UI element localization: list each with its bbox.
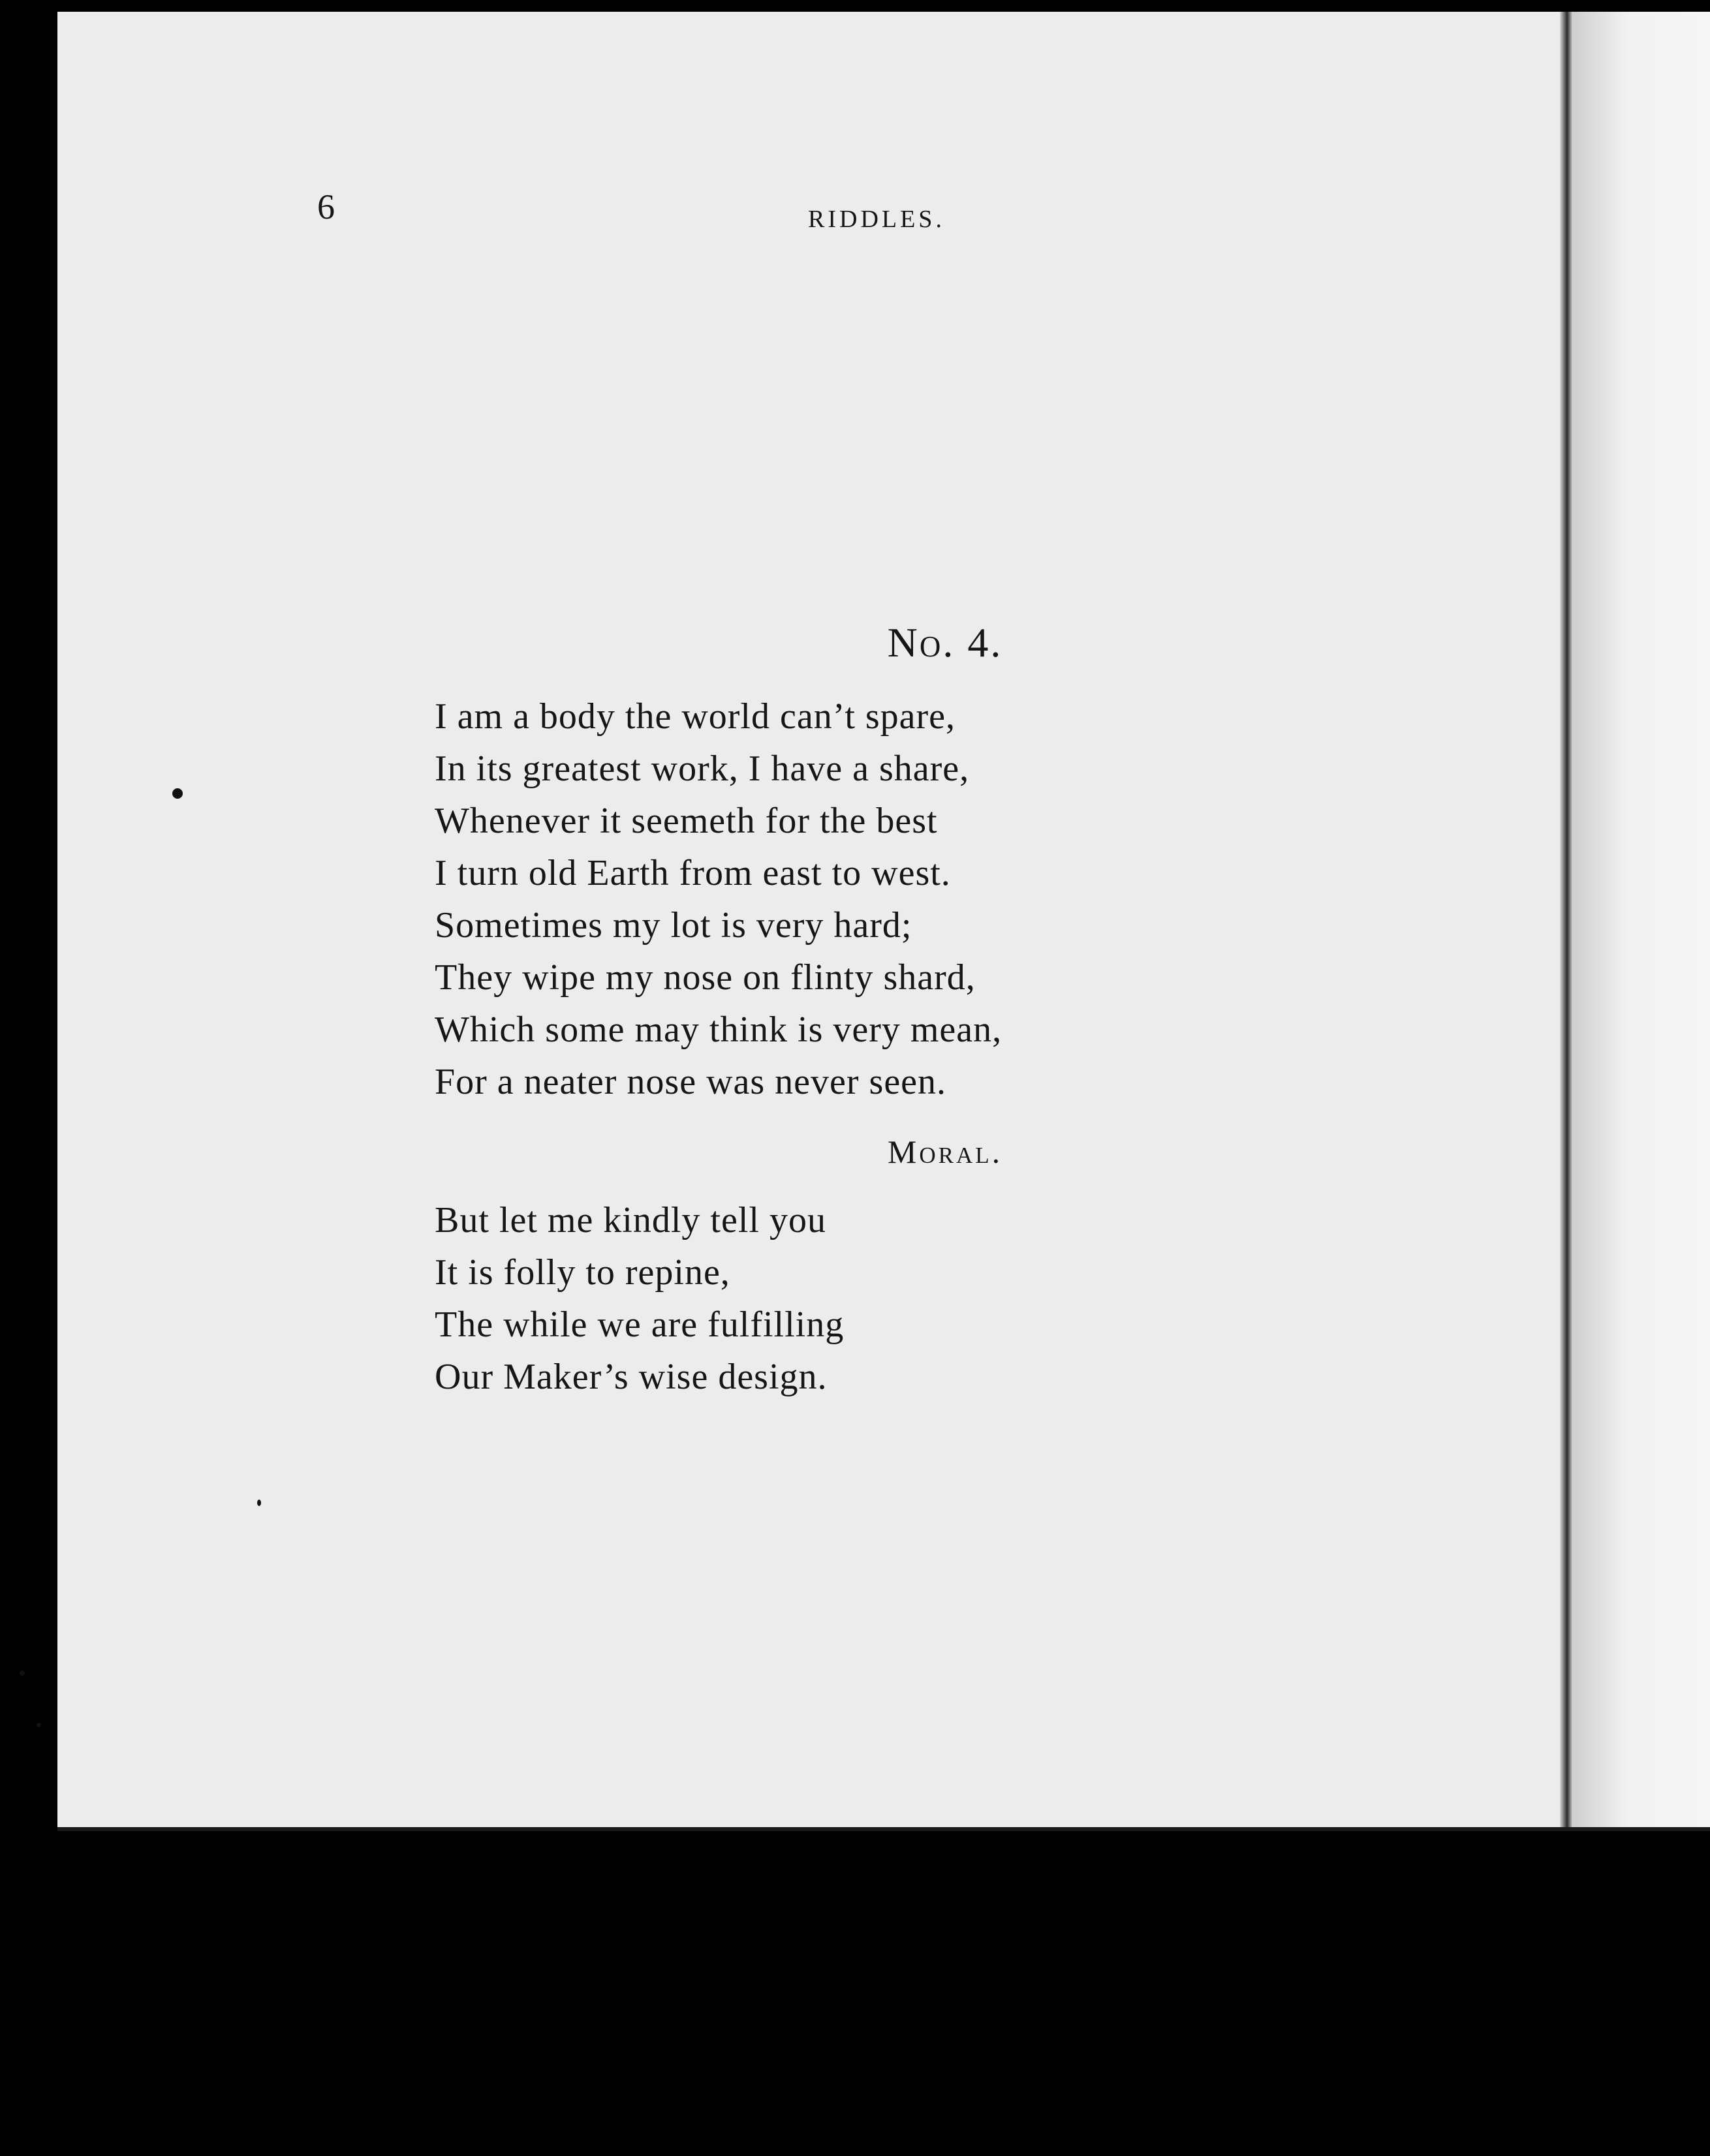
verse-line: Our Maker’s wise design.: [435, 1357, 828, 1397]
running-title: RIDDLES.: [808, 206, 945, 233]
book-page: [57, 12, 1710, 1827]
page-bottom-edge: [57, 1827, 1710, 1831]
verse-line: Sometimes my lot is very hard;: [435, 905, 912, 946]
riddle-verse: [435, 690, 1218, 1108]
verse-line: I am a body the world can’t spare,: [435, 696, 956, 737]
ink-speck: [20, 1671, 25, 1676]
ink-speck: [172, 788, 183, 799]
verse-line: I turn old Earth from east to west.: [435, 853, 951, 893]
verse-line: It is folly to repine,: [435, 1252, 730, 1293]
verse-line: In its greatest work, I have a share,: [435, 748, 970, 789]
facing-page-edge: [1573, 12, 1710, 1827]
ink-speck: [257, 1500, 261, 1506]
verse-line: They wipe my nose on flinty shard,: [435, 957, 976, 998]
verse-line: But let me kindly tell you: [435, 1200, 826, 1240]
ink-speck: [37, 1723, 41, 1727]
moral-heading: Moral.: [887, 1133, 1003, 1170]
riddle-number: No. 4.: [887, 619, 1003, 666]
page-number: 6: [317, 187, 335, 226]
moral-verse: [435, 1194, 1218, 1403]
verse-line: The while we are fulfilling: [435, 1304, 845, 1345]
book-gutter: [1560, 12, 1573, 1827]
verse-line: Which some may think is very mean,: [435, 1009, 1003, 1050]
verse-line: Whenever it seemeth for the best: [435, 801, 938, 841]
verse-line: For a neater nose was never seen.: [435, 1062, 947, 1102]
